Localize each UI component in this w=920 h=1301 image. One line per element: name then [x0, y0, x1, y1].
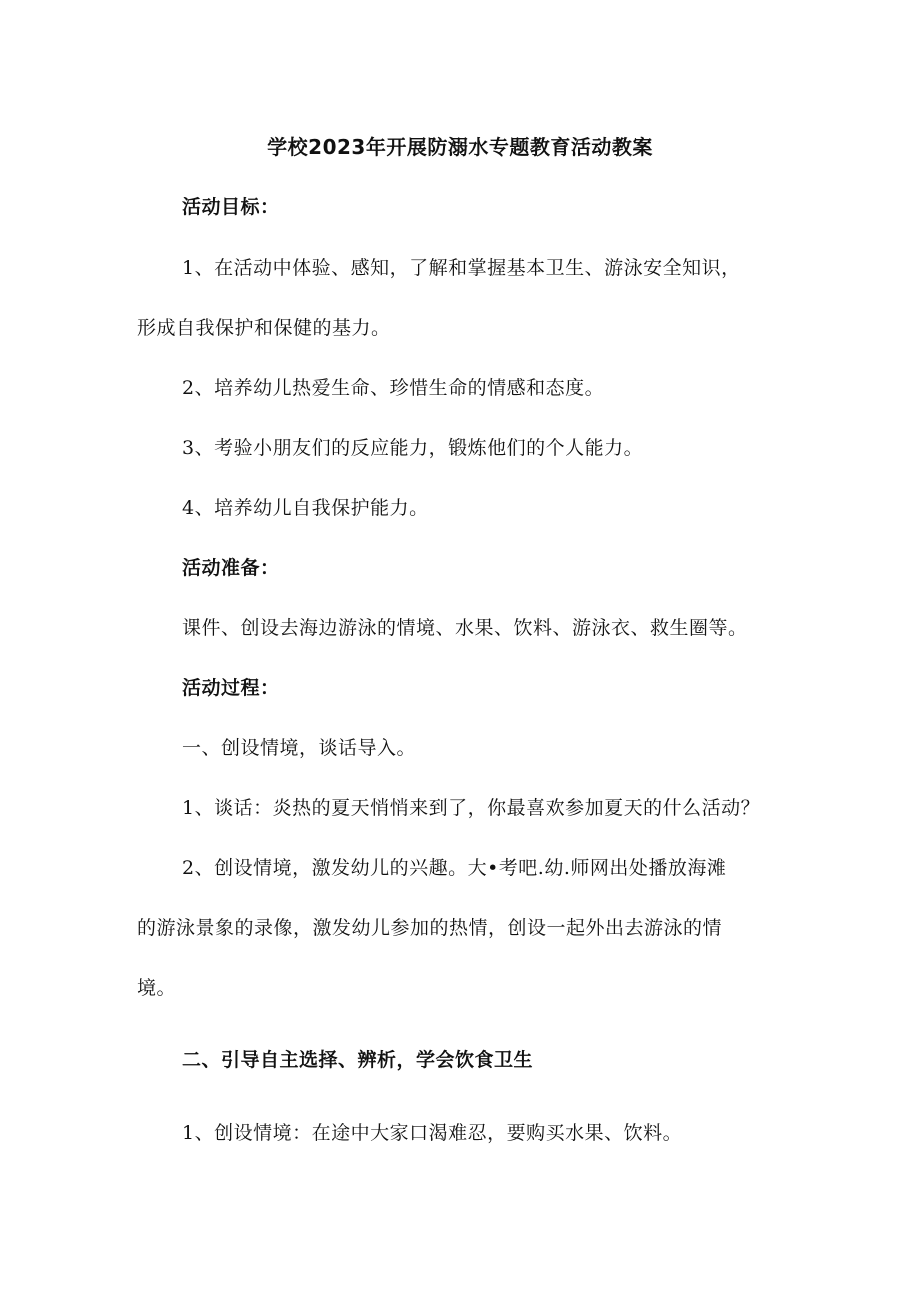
section-heading-process: 活动过程：: [182, 677, 280, 699]
step-one-heading: 一、创设情境，谈话导入。: [182, 737, 417, 759]
goal-2: 2、培养幼儿热爱生命、珍惜生命的情感和态度。: [182, 377, 605, 399]
goal-3: 3、考验小朋友们的反应能力，锻炼他们的个人能力。: [182, 437, 644, 459]
goal-4: 4、培养幼儿自我保护能力。: [182, 497, 429, 519]
document-title: 学校2023年开展防溺水专题教育活动教案: [267, 135, 653, 159]
step-one-item-2-line-2: 的游泳景象的录像，激发幼儿参加的热情，创设一起外出去游泳的情: [137, 917, 723, 939]
goal-1-line-1: 1、在活动中体验、感知，了解和掌握基本卫生、游泳安全知识，: [182, 257, 741, 279]
section-heading-goals: 活动目标：: [182, 196, 280, 218]
step-two-item-1: 1、创设情境：在途中大家口渴难忍，要购买水果、饮料。: [182, 1122, 683, 1144]
goal-1-line-2: 形成自我保护和保健的基力。: [137, 317, 391, 339]
preparation-text: 课件、创设去海边游泳的情境、水果、饮料、游泳衣、救生圈等。: [182, 617, 748, 639]
step-two-heading: 二、引导自主选择、辨析，学会饮食卫生: [182, 1049, 534, 1071]
step-one-item-1: 1、谈话：炎热的夏天悄悄来到了，你最喜欢参加夏天的什么活动？: [182, 797, 761, 819]
section-heading-preparation: 活动准备：: [182, 557, 280, 579]
step-one-item-2-line-1: 2、创设情境，激发幼儿的兴趣。大•考吧.幼.师网出处播放海滩: [182, 857, 727, 879]
step-one-item-2-line-3: 境。: [137, 977, 177, 999]
